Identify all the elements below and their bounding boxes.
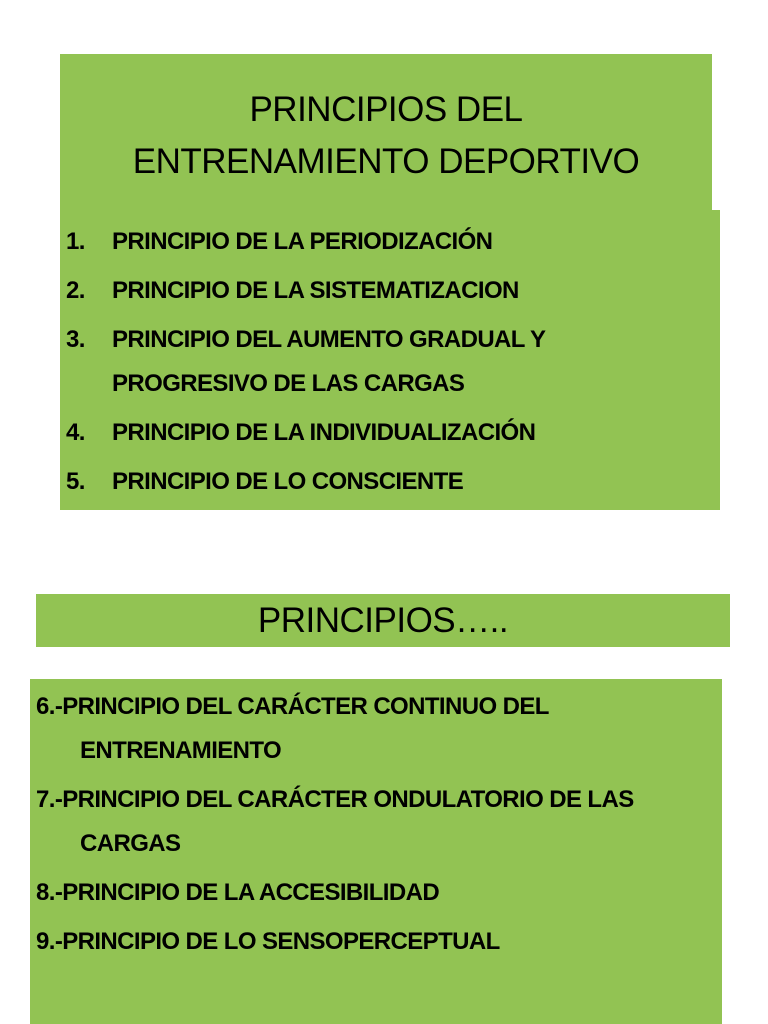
principles-list-2 [36, 685, 720, 969]
item-text: PRINCIPIO DE LA PERIODIZACIÓN [112, 228, 493, 255]
item-number: 1. [66, 228, 85, 255]
item-text: PRINCIPIO DE LA SISTEMATIZACION [112, 277, 519, 304]
principles-list-box [60, 210, 720, 510]
list-item: 8.-PRINCIPIO DE LA ACCESIBILIDAD [36, 879, 440, 906]
title-line-1: PRINCIPIOS DEL [249, 90, 523, 129]
list-item [66, 269, 672, 313]
item-text: PRINCIPIO DE LA INDIVIDUALIZACIÓN [112, 419, 536, 446]
item-text: PRINCIPIO DEL AUMENTO GRADUAL Y PROGRESIVO DE LAS CARGAS [112, 326, 546, 397]
main-title [60, 84, 712, 188]
item-number: 4. [66, 419, 85, 446]
list-item: 7.-PRINCIPIO DEL CARÁCTER ONDULATORIO DE LAS CARGAS [36, 786, 634, 857]
principles-list-box-2 [30, 679, 722, 1024]
item-number: 5. [66, 468, 85, 495]
subtitle-box [36, 594, 730, 647]
item-text: PRINCIPIO DE LO CONSCIENTE [112, 468, 464, 495]
list-item [66, 460, 672, 504]
principles-list [66, 220, 672, 509]
item-number: 2. [66, 277, 85, 304]
subtitle: PRINCIPIOS….. [257, 601, 509, 640]
list-item: 9.-PRINCIPIO DE LO SENSOPERCEPTUAL [36, 928, 500, 955]
list-item [66, 220, 672, 264]
title-line-2: ENTRENAMIENTO DEPORTIVO [132, 142, 640, 181]
list-item: 6.-PRINCIPIO DEL CARÁCTER CONTINUO DEL ENTRENAMIENTO [36, 693, 549, 764]
title-box [60, 54, 712, 214]
item-number: 3. [66, 326, 85, 353]
list-item [66, 318, 672, 406]
list-item [66, 411, 672, 455]
